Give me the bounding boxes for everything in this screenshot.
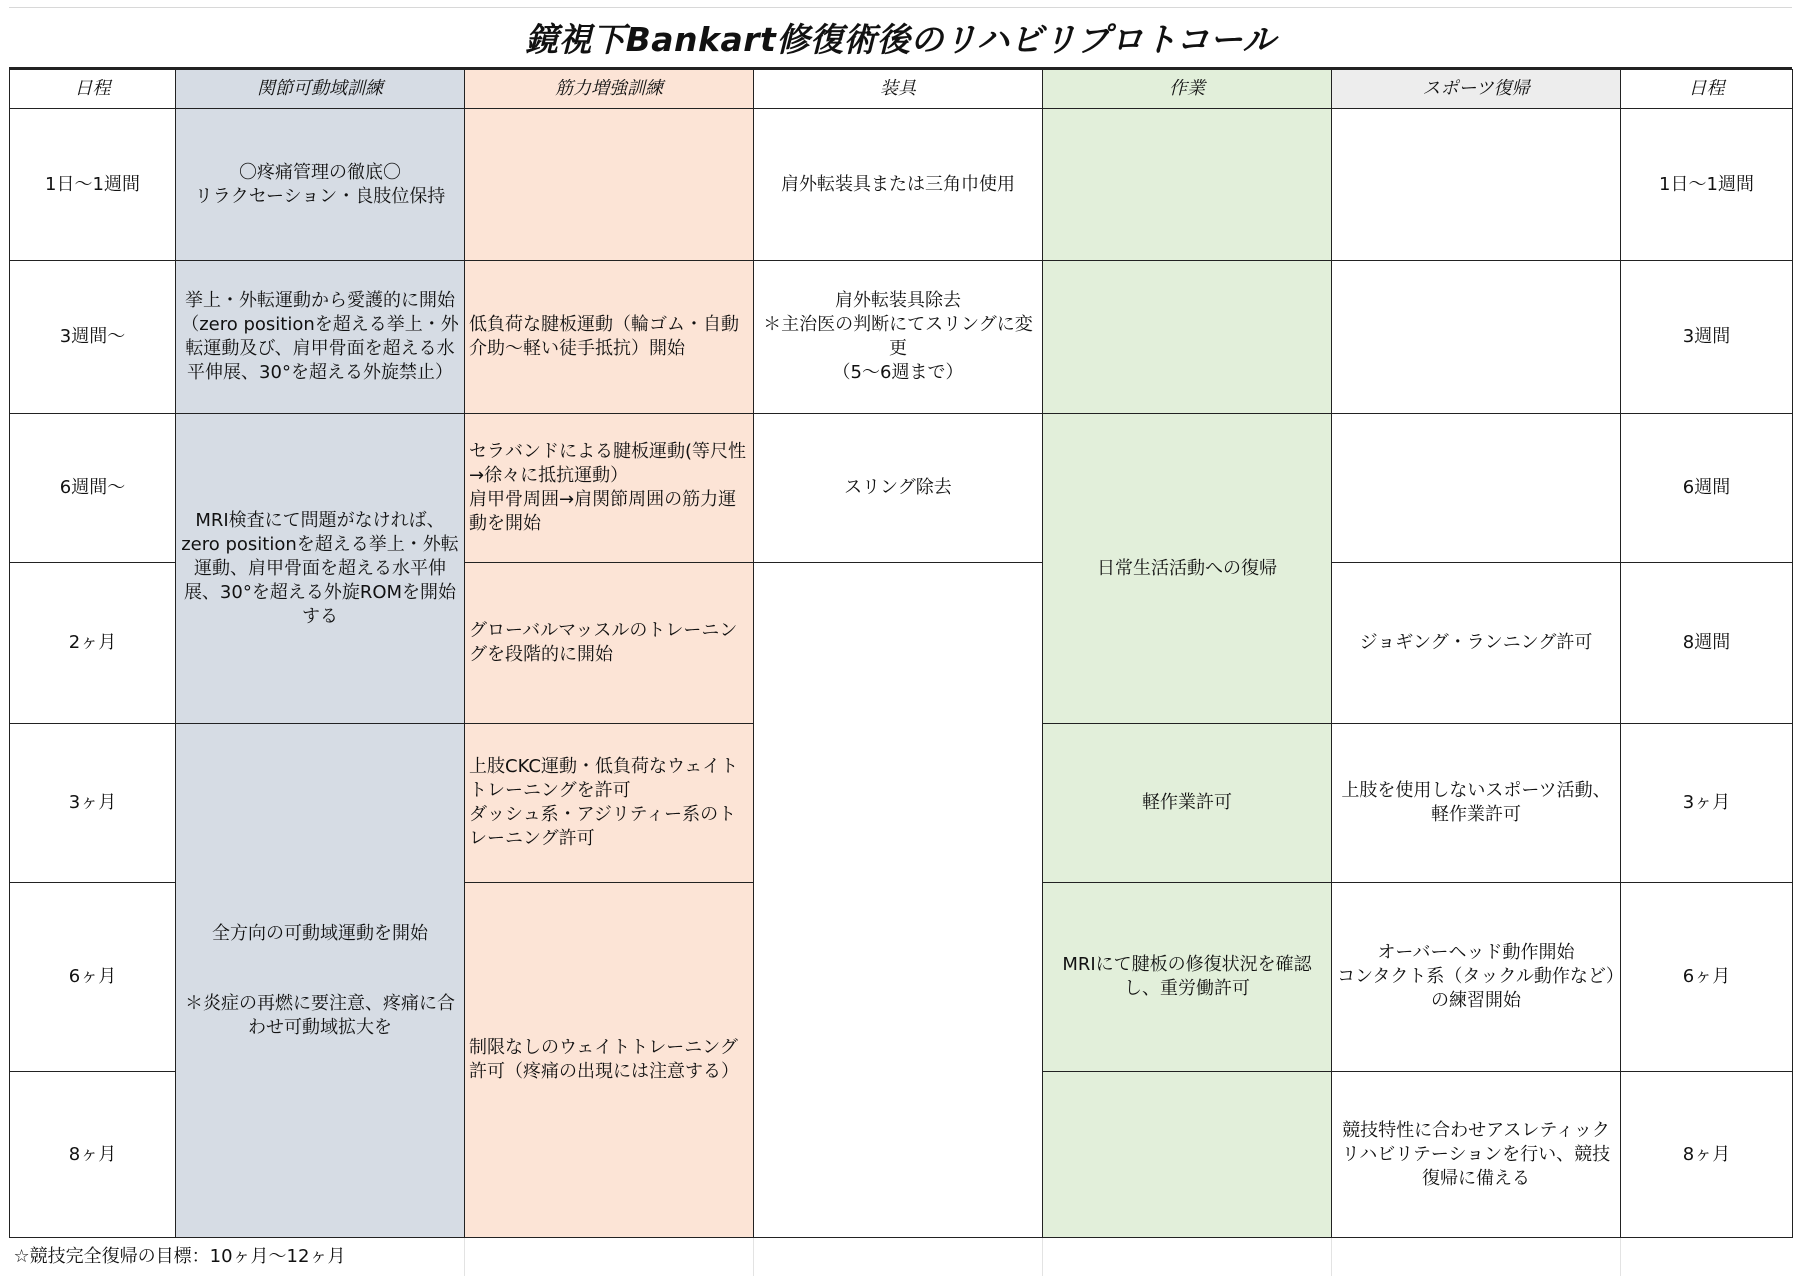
sports-cell: ジョギング・ランニング許可: [1332, 563, 1621, 724]
schedule-cell-right: 8週間: [1621, 563, 1793, 724]
header-row: [10, 70, 1793, 109]
brace-cell: 肩外転装具または三角巾使用: [754, 109, 1043, 261]
header-schedule-right: 日程: [1621, 70, 1793, 109]
protocol-sheet: [9, 7, 1792, 1273]
strength-cell: 制限なしのウェイトトレーニング許可（疼痛の出現には注意する）: [465, 883, 754, 1238]
schedule-cell: 3ヶ月: [10, 724, 176, 883]
schedule-cell-right: 6ヶ月: [1621, 883, 1793, 1072]
schedule-cell: 8ヶ月: [10, 1072, 176, 1238]
schedule-cell-right: 3ヶ月: [1621, 724, 1793, 883]
protocol-table: [9, 69, 1793, 1276]
rom-note-caution: ＊炎症の再燃に要注意、疼痛に合わせ可動域拡大を: [185, 992, 455, 1038]
strength-cell: 低負荷な腱板運動（輪ゴム・自動介助～軽い徒手抵抗）開始: [465, 261, 754, 414]
header-rom: 関節可動域訓練: [176, 70, 465, 109]
title-row: [9, 7, 1792, 69]
work-cell: [1043, 261, 1332, 414]
rom-cell: MRI検査にて問題がなければ、zero positionを超える挙上・外転運動、肩甲骨面を超える水平伸展、30°を超える外旋ROMを開始する: [176, 414, 465, 724]
footer-note: ☆競技完全復帰の目標：10ヶ月～12ヶ月: [10, 1238, 465, 1277]
schedule-cell: 1日～1週間: [10, 109, 176, 261]
header-strength: 筋力増強訓練: [465, 70, 754, 109]
footer-empty-cell: [465, 1238, 754, 1277]
schedule-cell: 6週間～: [10, 414, 176, 563]
table-row: [10, 109, 1793, 261]
schedule-cell-right: 1日～1週間: [1621, 109, 1793, 261]
schedule-cell-right: 3週間: [1621, 261, 1793, 414]
rom-cell: 〇疼痛管理の徹底〇 リラクセーション・良肢位保持: [176, 109, 465, 261]
work-cell: 軽作業許可: [1043, 724, 1332, 883]
header-schedule-left: 日程: [10, 70, 176, 109]
schedule-cell: 3週間～: [10, 261, 176, 414]
footer-empty-cell: [1043, 1238, 1332, 1277]
header-work: 作業: [1043, 70, 1332, 109]
sports-cell: [1332, 261, 1621, 414]
work-cell: 日常生活活動への復帰: [1043, 414, 1332, 724]
sports-cell: 上肢を使用しないスポーツ活動、軽作業許可: [1332, 724, 1621, 883]
brace-cell: [754, 563, 1043, 1238]
table-row: [10, 414, 1793, 563]
sports-cell: [1332, 414, 1621, 563]
table-row: [10, 261, 1793, 414]
rom-cell: 挙上・外転運動から愛護的に開始（zero positionを超える挙上・外転運動及び、肩甲骨面を超える水平伸展、30°を超える外旋禁止）: [176, 261, 465, 414]
sports-cell: [1332, 109, 1621, 261]
work-cell: MRIにて腱板の修復状況を確認し、重労働許可: [1043, 883, 1332, 1072]
work-cell: [1043, 109, 1332, 261]
page-title: 鏡視下Bankart修復術後のリハビリプロトコール: [525, 20, 1276, 59]
work-cell: [1043, 1072, 1332, 1238]
strength-cell: セラバンドによる腱板運動(等尺性→徐々に抵抗運動） 肩甲骨周囲→肩関節周囲の筋力運動を開始: [465, 414, 754, 563]
sports-cell: オーバーヘッド動作開始 コンタクト系（タックル動作など）の練習開始: [1332, 883, 1621, 1072]
header-sports: スポーツ復帰: [1332, 70, 1621, 109]
brace-cell: 肩外転装具除去 ＊主治医の判断にてスリングに変更 （5～6週まで）: [754, 261, 1043, 414]
footer-row: [10, 1238, 1793, 1277]
schedule-cell: 6ヶ月: [10, 883, 176, 1072]
strength-cell: グローバルマッスルのトレーニングを段階的に開始: [465, 563, 754, 724]
footer-empty-cell: [1621, 1238, 1793, 1277]
rom-cell: [176, 724, 465, 1238]
schedule-cell-right: 8ヶ月: [1621, 1072, 1793, 1238]
strength-cell: [465, 109, 754, 261]
rom-note-main: 全方向の可動域運動を開始: [212, 922, 428, 944]
brace-cell: スリング除去: [754, 414, 1043, 563]
header-brace: 装具: [754, 70, 1043, 109]
schedule-cell: 2ヶ月: [10, 563, 176, 724]
strength-cell: 上肢CKC運動・低負荷なウェイトトレーニングを許可 ダッシュ系・アジリティー系のトレーニング許可: [465, 724, 754, 883]
schedule-cell-right: 6週間: [1621, 414, 1793, 563]
footer-empty-cell: [1332, 1238, 1621, 1277]
sports-cell: 競技特性に合わせアスレティックリハビリテーションを行い、競技復帰に備える: [1332, 1072, 1621, 1238]
footer-empty-cell: [754, 1238, 1043, 1277]
